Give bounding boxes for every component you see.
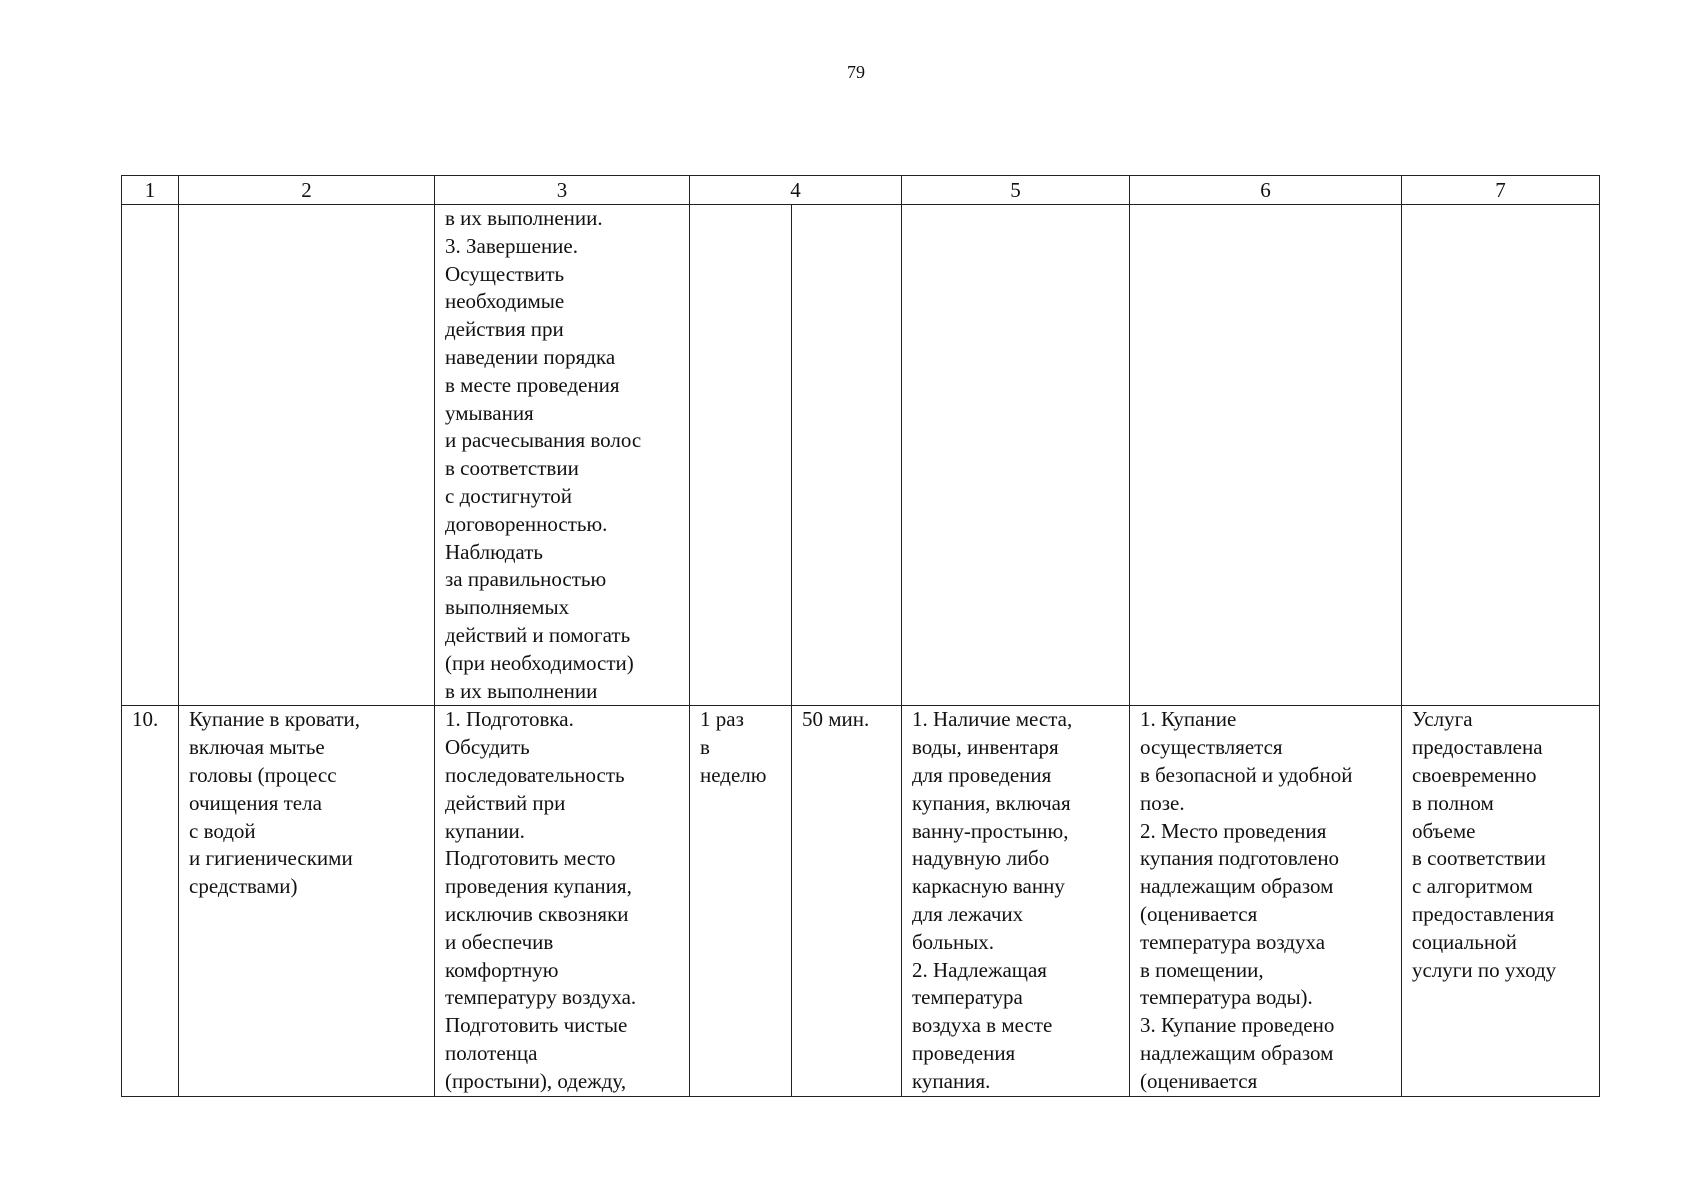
- page-number: 79: [847, 62, 865, 82]
- duration-cell: 50 мин.: [792, 706, 902, 1096]
- procedure-cell: 1. Подготовка. Обсудить последовательность действий при купании. Подготовить место проведения купания, исключив сквозняки и обеспечив комфортную температуру воздуха. Подготовить чистые полотенца (простыни), одежду,: [435, 706, 690, 1096]
- procedure-cell: в их выполнении. 3. Завершение. Осуществить необходимые действия при наведении порядка в месте проведения умывания и расчесывания волос в соответствии с достигнутой договоренностью. Наблюдать за правильностью выполняемых действий и помогать (при необходимости) в их выполнении: [435, 205, 690, 706]
- indicators-cell: [1130, 205, 1402, 706]
- service-name-cell: [179, 205, 435, 706]
- conditions-cell: 1. Наличие места, воды, инвентаря для проведения купания, включая ванну-простыню, надувную либо каркасную ванну для лежачих больных. 2. Надлежащая температура воздуха в месте проведения купания.: [902, 706, 1130, 1096]
- header-col-7: 7: [1402, 176, 1600, 205]
- header-col-3: 3: [435, 176, 690, 205]
- row-number-cell: 10.: [122, 706, 179, 1096]
- header-row: [122, 176, 1600, 205]
- table-row: [122, 205, 1600, 706]
- header-col-1: 1: [122, 176, 179, 205]
- frequency-cell: [690, 205, 792, 706]
- duration-cell: [792, 205, 902, 706]
- assessment-cell: [1402, 205, 1600, 706]
- table-row: [122, 706, 1600, 1096]
- indicators-cell: 1. Купание осуществляется в безопасной и удобной позе. 2. Место проведения купания подготовлено надлежащим образом (оценивается температура воздуха в помещении, температура воды). 3. Купание проведено надлежащим образом (оценивается: [1130, 706, 1402, 1096]
- conditions-cell: [902, 205, 1130, 706]
- header-col-6: 6: [1130, 176, 1402, 205]
- header-col-4: 4: [690, 176, 902, 205]
- row-number-cell: [122, 205, 179, 706]
- header-col-5: 5: [902, 176, 1130, 205]
- header-col-2: 2: [179, 176, 435, 205]
- services-table: [121, 175, 1600, 1097]
- frequency-cell: 1 раз в неделю: [690, 706, 792, 1096]
- service-name-cell: Купание в кровати, включая мытье головы (процесс очищения тела с водой и гигиеническими средствами): [179, 706, 435, 1096]
- assessment-cell: Услуга предоставлена своевременно в полном объеме в соответствии с алгоритмом предоставления социальной услуги по уходу: [1402, 706, 1600, 1096]
